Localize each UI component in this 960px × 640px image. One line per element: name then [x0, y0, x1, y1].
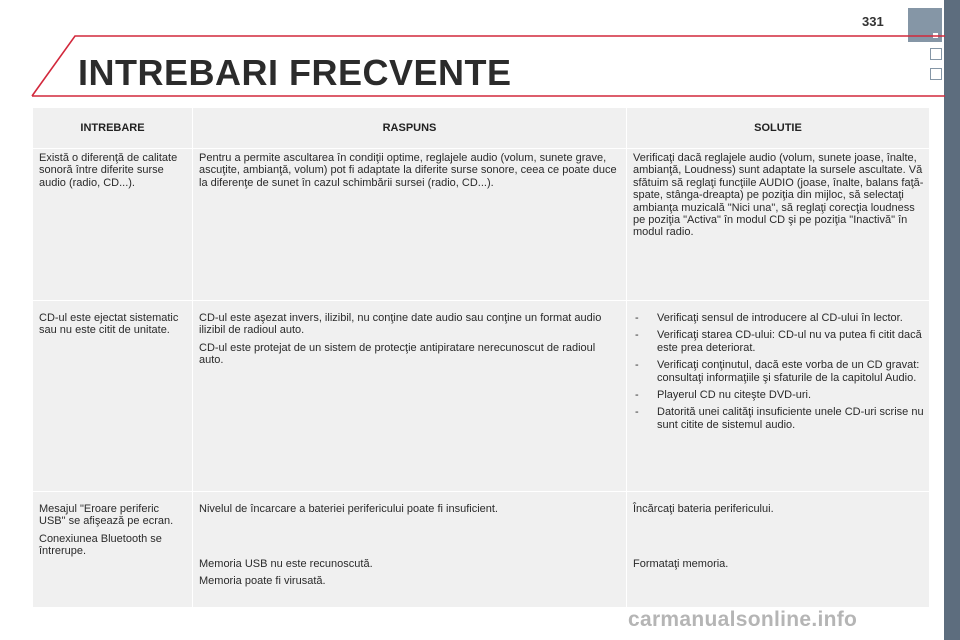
row3-solution-a: [633, 503, 925, 520]
solution-item-text: Playerul CD nu citeşte DVD-uri.: [657, 389, 812, 402]
header-solution: SOLUTIE: [754, 122, 802, 134]
row-divider: [33, 148, 929, 149]
row-divider: [33, 491, 929, 492]
row2-solution-list: [633, 312, 925, 431]
solution-item: [633, 389, 925, 401]
row1-question-text: Există o diferenţă de calitate sonoră între diferite surse audio (radio, CD...).: [39, 152, 178, 189]
row3-question: [39, 503, 187, 563]
row1-answer-text: Pentru a permite ascultarea în condiţii optime, reglajele audio (volum, sunete grave, ascuţite, ambianţă, volum) pot fi adaptate la diferite surse sonore, ceea ce poate duce la diferenţe de sunet în cazul schimbării sursei (radio, CD...).: [199, 152, 617, 189]
row3-answer-b-text-2: Memoria poate fi virusată.: [199, 575, 326, 588]
dash-bullet: -: [635, 329, 639, 342]
header-question: INTREBARE: [80, 122, 145, 134]
row3-answer-b-text-1: Memoria USB nu este recunoscută.: [199, 558, 373, 570]
solution-item: [633, 312, 925, 324]
dash-bullet: -: [635, 389, 639, 402]
row3-question-text-1: Mesajul "Eroare periferic USB" se afişează pe ecran.: [39, 503, 174, 528]
watermark: carmanualsonline.info: [628, 608, 858, 631]
page-number: 331: [862, 14, 884, 29]
row1-question: [39, 152, 187, 194]
solution-item-text: Verificaţi starea CD-ului: CD-ul nu va putea fi citit dacă este prea deteriorat.: [657, 329, 922, 354]
column-divider: [192, 108, 193, 607]
solution-item-text: Datorită unei calităţi insuficiente unele CD-uri scrise nu sunt citite de sistemul audio.: [657, 406, 924, 431]
row3-solution-b-text: Formataţi memoria.: [633, 558, 729, 570]
dash-bullet: -: [635, 312, 639, 324]
page-title: INTREBARI FRECVENTE: [78, 52, 512, 93]
column-divider: [626, 108, 627, 607]
row2-question: [39, 312, 187, 342]
header-answer: RASPUNS: [382, 122, 437, 134]
solution-item: [633, 406, 925, 431]
solution-item: [633, 359, 925, 384]
row3-solution-b: [633, 558, 925, 575]
solution-item-text: Verificaţi sensul de introducere al CD-ului în lector.: [657, 312, 903, 324]
dash-bullet: -: [635, 359, 639, 372]
row2-answer-text-1: CD-ul este aşezat invers, ilizibil, nu conţine date audio sau conţine un format audio ilizibil de radioul auto.: [199, 312, 602, 337]
row1-solution: [633, 152, 925, 244]
row2-solution: [633, 312, 925, 436]
faq-table: [33, 108, 929, 607]
dash-bullet: -: [635, 406, 639, 419]
row1-answer: [199, 152, 621, 194]
row2-question-text: CD-ul este ejectat sistematic sau nu este citit de unitate.: [39, 312, 179, 337]
row3-answer-a-text: Nivelul de încarcare a bateriei perifericului poate fi insuficient.: [199, 503, 498, 515]
row3-question-text-2: Conexiunea Bluetooth se întrerupe.: [39, 532, 162, 558]
row-divider: [33, 300, 929, 301]
row2-answer: [199, 312, 621, 372]
row1-solution-text: Verificaţi dacă reglajele audio (volum, sunete joase, înalte, ambianţă, Loudness) sunt adaptate la sursele ascultate. Vă sfătuim să reglaţi funcţiile AUDIO (joase, înalte, balans faţă-spate, stânga-dreapta) pe poziţia din mijloc, să selectaţi ambianţa muzicală "Nici una", să reglaţi corecţia loudness pe poziţia "Activa" în modul CD şi pe poziţia "Inactivă" în modul radio.: [633, 152, 924, 239]
row3-solution-a-text: Încărcaţi bateria perifericului.: [633, 503, 774, 515]
solution-item-text: Verificaţi conţinutul, dacă este vorba de un CD gravat: consultaţi informaţiile şi sfaturile de la capitolul Audio.: [657, 359, 920, 384]
row2-answer-text-2: CD-ul este protejat de un sistem de protecţie antipiratare nerecunoscut de radioul auto.: [199, 341, 596, 367]
row3-answer-b: [199, 558, 621, 593]
solution-item: [633, 329, 925, 354]
row3-answer-a: [199, 503, 621, 520]
